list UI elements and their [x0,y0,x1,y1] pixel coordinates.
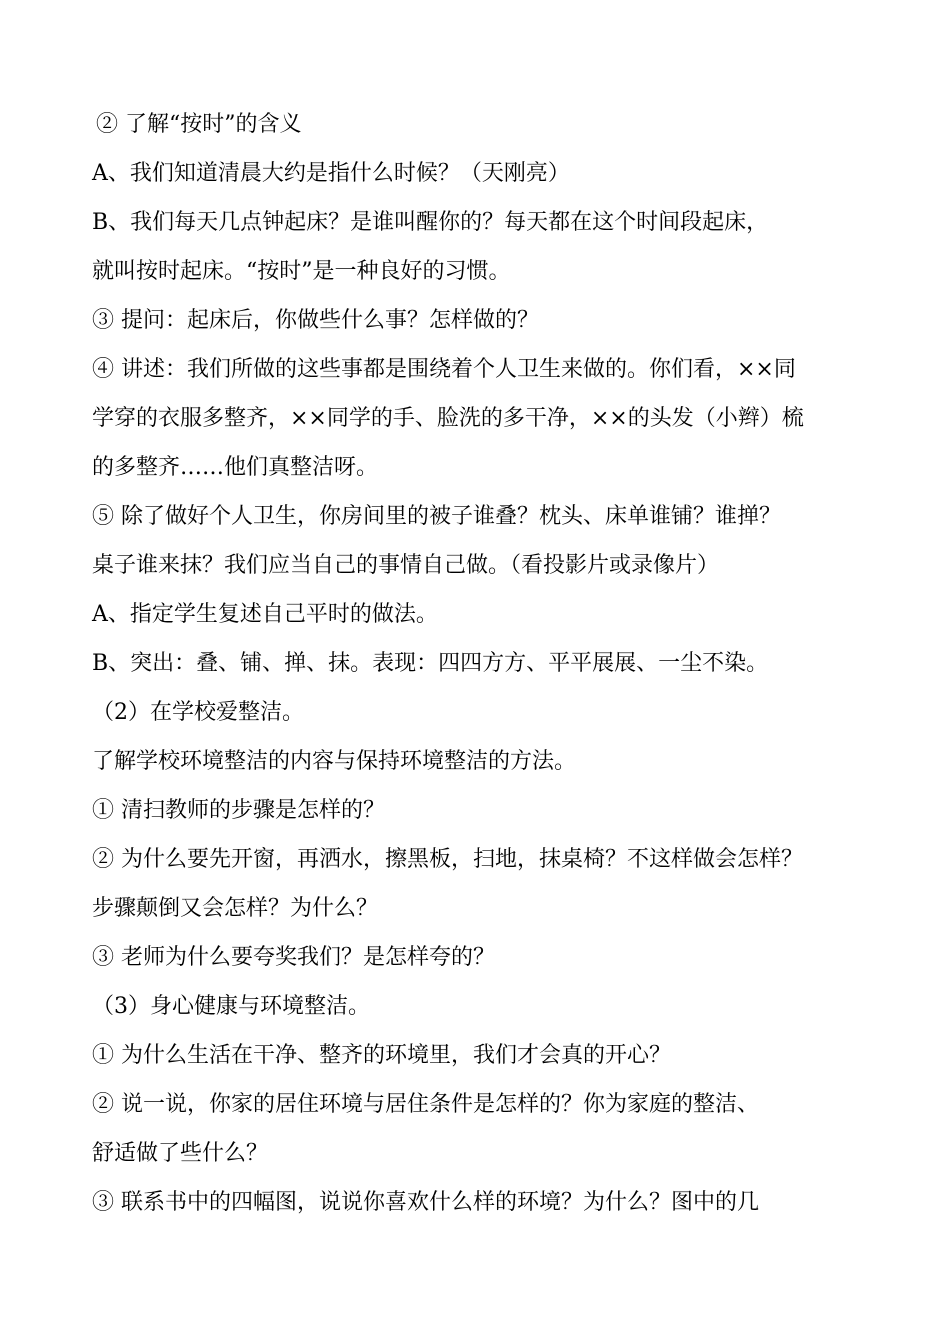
text-line: A、指定学生复述自己平时的做法。 [92,602,438,627]
text-line: 的多整齐……他们真整洁呀。 [92,455,379,480]
document-page [92,100,882,1227]
text-line: ⑤ 除了做好个人卫生，你房间里的被子谁叠？枕头、床单谁铺？谁掸？ [92,504,781,529]
section-heading: （2）在学校爱整洁。 [92,700,304,725]
text-line: 了解学校环境整洁的内容与保持环境整洁的方法。 [92,749,577,774]
text-line: B、我们每天几点钟起床？是谁叫醒你的？每天都在这个时间段起床， [92,210,769,235]
text-line: ② 为什么要先开窗，再洒水，擦黑板，扫地，抹桌椅？不这样做会怎样？ [92,847,803,872]
section-heading: （3）身心健康与环境整洁。 [92,994,370,1019]
text-line: ① 为什么生活在干净、整齐的环境里，我们才会真的开心？ [92,1043,671,1068]
text-line: A、我们知道清晨大约是指什么时候？（天刚亮） [92,161,570,186]
text-line: ③ 联系书中的四幅图，说说你喜欢什么样的环境？为什么？图中的几 [92,1190,759,1215]
text-line: ② 了解“按时”的含义 [96,112,302,137]
text-line: 桌子谁来抹？我们应当自己的事情自己做。（看投影片或录像片） [92,553,720,578]
text-line: 舒适做了些什么？ [92,1141,269,1166]
text-line: ④ 讲述：我们所做的这些事都是围绕着个人卫生来做的。你们看，××同 [92,357,796,382]
text-line: ③ 老师为什么要夸奖我们？是怎样夸的？ [92,945,495,970]
text-line: ② 说一说，你家的居住环境与居住条件是怎样的？你为家庭的整洁、 [92,1092,759,1117]
text-line: 步骤颠倒又会怎样？为什么？ [92,896,379,921]
text-line: 学穿的衣服多整齐，××同学的手、脸洗的多干净，××的头发（小辫）梳 [92,406,804,431]
text-line: B、突出：叠、铺、掸、抹。表现：四四方方、平平展展、一尘不染。 [92,651,769,676]
text-line: ③ 提问：起床后，你做些什么事？怎样做的？ [92,308,539,333]
text-line: ① 清扫教师的步骤是怎样的？ [92,798,385,823]
text-line: 就叫按时起床。“按时”是一种良好的习惯。 [92,259,511,284]
